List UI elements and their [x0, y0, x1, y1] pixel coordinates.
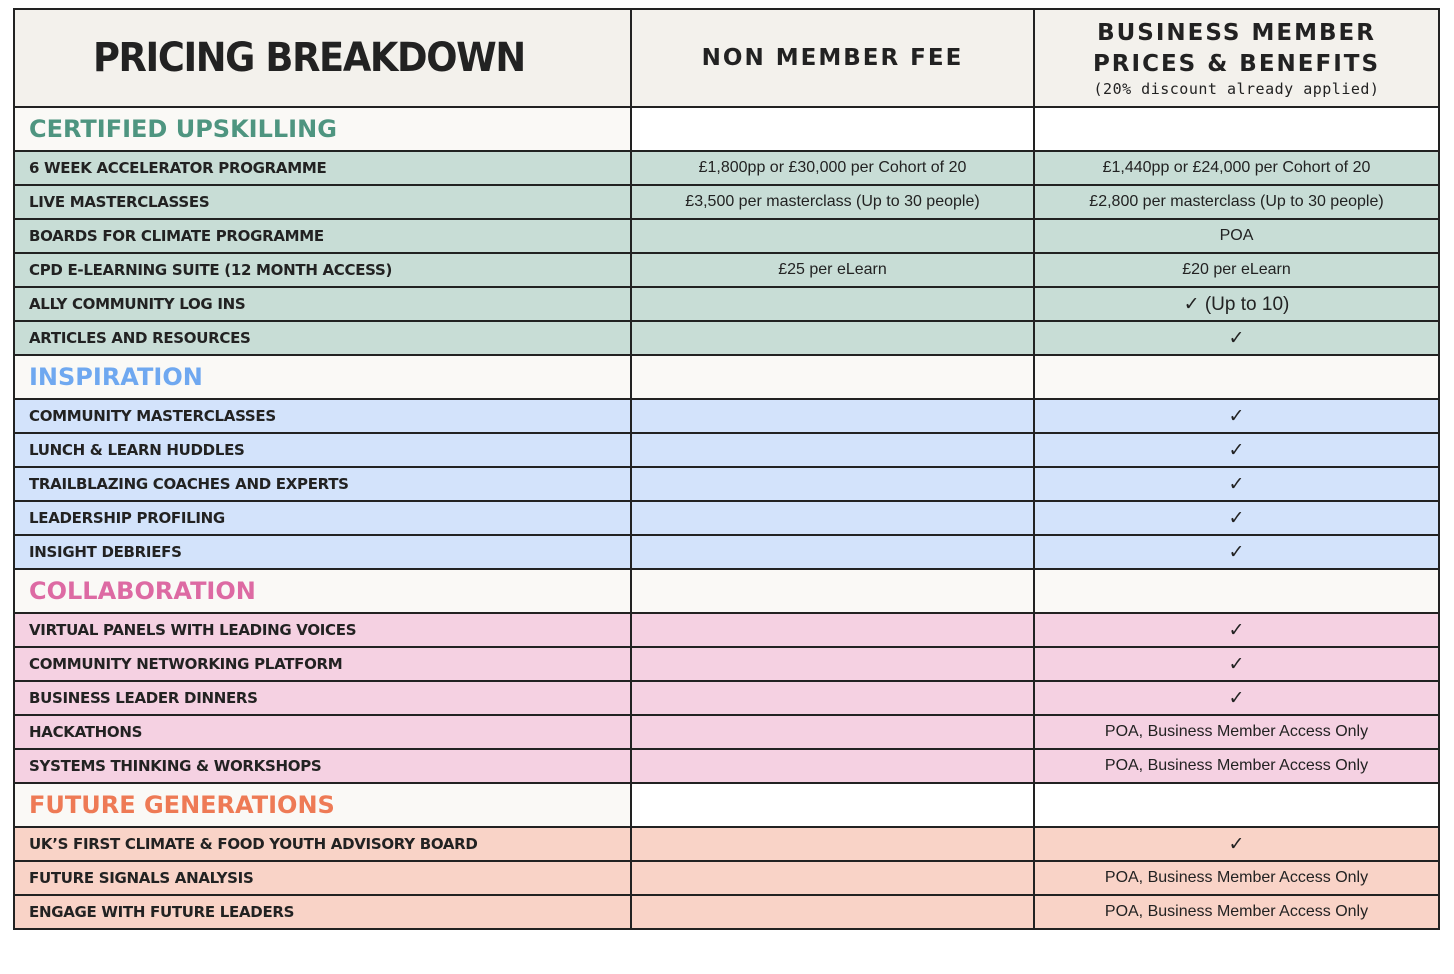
member-value: ✓: [1034, 647, 1439, 681]
row-label: UK’S FIRST CLIMATE & FOOD YOUTH ADVISORY BOARD: [14, 827, 631, 861]
table-row: [14, 681, 1439, 715]
member-value: ✓: [1034, 501, 1439, 535]
member-value: £1,440pp or £24,000 per Cohort of 20: [1034, 151, 1439, 185]
non-member-value: [631, 681, 1034, 715]
table-row: [14, 715, 1439, 749]
non-member-value: [631, 501, 1034, 535]
section-row-upskilling: [14, 107, 1439, 151]
row-label: BUSINESS LEADER DINNERS: [14, 681, 631, 715]
member-discount-note: (20% discount already applied): [1093, 80, 1380, 98]
row-label: HACKATHONS: [14, 715, 631, 749]
row-label: 6 WEEK ACCELERATOR PROGRAMME: [14, 151, 631, 185]
page-title: PRICING BREAKDOWN: [93, 35, 526, 81]
row-label: SYSTEMS THINKING & WORKSHOPS: [14, 749, 631, 783]
row-label: BOARDS FOR CLIMATE PROGRAMME: [14, 219, 631, 253]
row-label: LUNCH & LEARN HUDDLES: [14, 433, 631, 467]
member-value: POA: [1034, 219, 1439, 253]
member-header: [1034, 9, 1439, 107]
title-cell: [14, 9, 631, 107]
table-row: [14, 895, 1439, 929]
section-blank-cell: [1034, 355, 1439, 399]
table-row: [14, 613, 1439, 647]
row-label: INSIGHT DEBRIEFS: [14, 535, 631, 569]
member-heading-line2: PRICES & BENEFITS: [1092, 51, 1381, 77]
non-member-value: [631, 647, 1034, 681]
row-label: VIRTUAL PANELS WITH LEADING VOICES: [14, 613, 631, 647]
row-label: ARTICLES AND RESOURCES: [14, 321, 631, 355]
member-value: ✓: [1034, 467, 1439, 501]
section-blank-cell: [631, 355, 1034, 399]
section-blank-cell: [1034, 107, 1439, 151]
table-header-row: [14, 9, 1439, 107]
table-row: [14, 151, 1439, 185]
non-member-value: [631, 613, 1034, 647]
section-blank-cell: [631, 569, 1034, 613]
member-value: ✓ (Up to 10): [1034, 287, 1439, 321]
non-member-value: [631, 535, 1034, 569]
row-label: ALLY COMMUNITY LOG INS: [14, 287, 631, 321]
section-blank-cell: [1034, 569, 1439, 613]
member-value: POA, Business Member Access Only: [1034, 861, 1439, 895]
table-row: [14, 399, 1439, 433]
table-row: [14, 535, 1439, 569]
non-member-value: £25 per eLearn: [631, 253, 1034, 287]
table-row: [14, 433, 1439, 467]
non-member-value: [631, 749, 1034, 783]
table-row: [14, 749, 1439, 783]
non-member-value: £1,800pp or £30,000 per Cohort of 20: [631, 151, 1034, 185]
table-row: [14, 321, 1439, 355]
table-row: [14, 253, 1439, 287]
member-value: ✓: [1034, 399, 1439, 433]
section-row-collaboration: [14, 569, 1439, 613]
row-label: LIVE MASTERCLASSES: [14, 185, 631, 219]
section-blank-cell: [1034, 783, 1439, 827]
section-title: FUTURE GENERATIONS: [14, 783, 631, 827]
table-row: [14, 467, 1439, 501]
non-member-value: £3,500 per masterclass (Up to 30 people): [631, 185, 1034, 219]
row-label: FUTURE SIGNALS ANALYSIS: [14, 861, 631, 895]
member-value: £20 per eLearn: [1034, 253, 1439, 287]
member-value: ✓: [1034, 433, 1439, 467]
row-label: CPD E-LEARNING SUITE (12 MONTH ACCESS): [14, 253, 631, 287]
row-label: ENGAGE WITH FUTURE LEADERS: [14, 895, 631, 929]
non-member-value: [631, 827, 1034, 861]
non-member-value: [631, 287, 1034, 321]
member-value: POA, Business Member Access Only: [1034, 749, 1439, 783]
non-member-value: [631, 861, 1034, 895]
table-row: [14, 287, 1439, 321]
section-row-future: [14, 783, 1439, 827]
table-row: [14, 861, 1439, 895]
non-member-header: [631, 9, 1034, 107]
row-label: COMMUNITY MASTERCLASSES: [14, 399, 631, 433]
row-label: COMMUNITY NETWORKING PLATFORM: [14, 647, 631, 681]
non-member-value: [631, 219, 1034, 253]
non-member-value: [631, 715, 1034, 749]
non-member-value: [631, 433, 1034, 467]
section-blank-cell: [631, 107, 1034, 151]
section-title: CERTIFIED UPSKILLING: [14, 107, 631, 151]
member-value: ✓: [1034, 613, 1439, 647]
non-member-value: [631, 895, 1034, 929]
section-blank-cell: [631, 783, 1034, 827]
section-title: INSPIRATION: [14, 355, 631, 399]
member-value: POA, Business Member Access Only: [1034, 895, 1439, 929]
row-label: LEADERSHIP PROFILING: [14, 501, 631, 535]
section-title: COLLABORATION: [14, 569, 631, 613]
non-member-value: [631, 321, 1034, 355]
table-row: [14, 501, 1439, 535]
table-row: [14, 827, 1439, 861]
member-value: ✓: [1034, 827, 1439, 861]
pricing-table: [13, 8, 1440, 930]
table-row: [14, 219, 1439, 253]
member-value: ✓: [1034, 535, 1439, 569]
table-row: [14, 185, 1439, 219]
member-value: ✓: [1034, 681, 1439, 715]
member-value: POA, Business Member Access Only: [1034, 715, 1439, 749]
section-row-inspiration: [14, 355, 1439, 399]
member-heading-line1: BUSINESS MEMBER: [1097, 20, 1376, 46]
non-member-heading: NON MEMBER FEE: [701, 45, 964, 71]
member-value: ✓: [1034, 321, 1439, 355]
non-member-value: [631, 467, 1034, 501]
non-member-value: [631, 399, 1034, 433]
member-value: £2,800 per masterclass (Up to 30 people): [1034, 185, 1439, 219]
table-row: [14, 647, 1439, 681]
row-label: TRAILBLAZING COACHES AND EXPERTS: [14, 467, 631, 501]
